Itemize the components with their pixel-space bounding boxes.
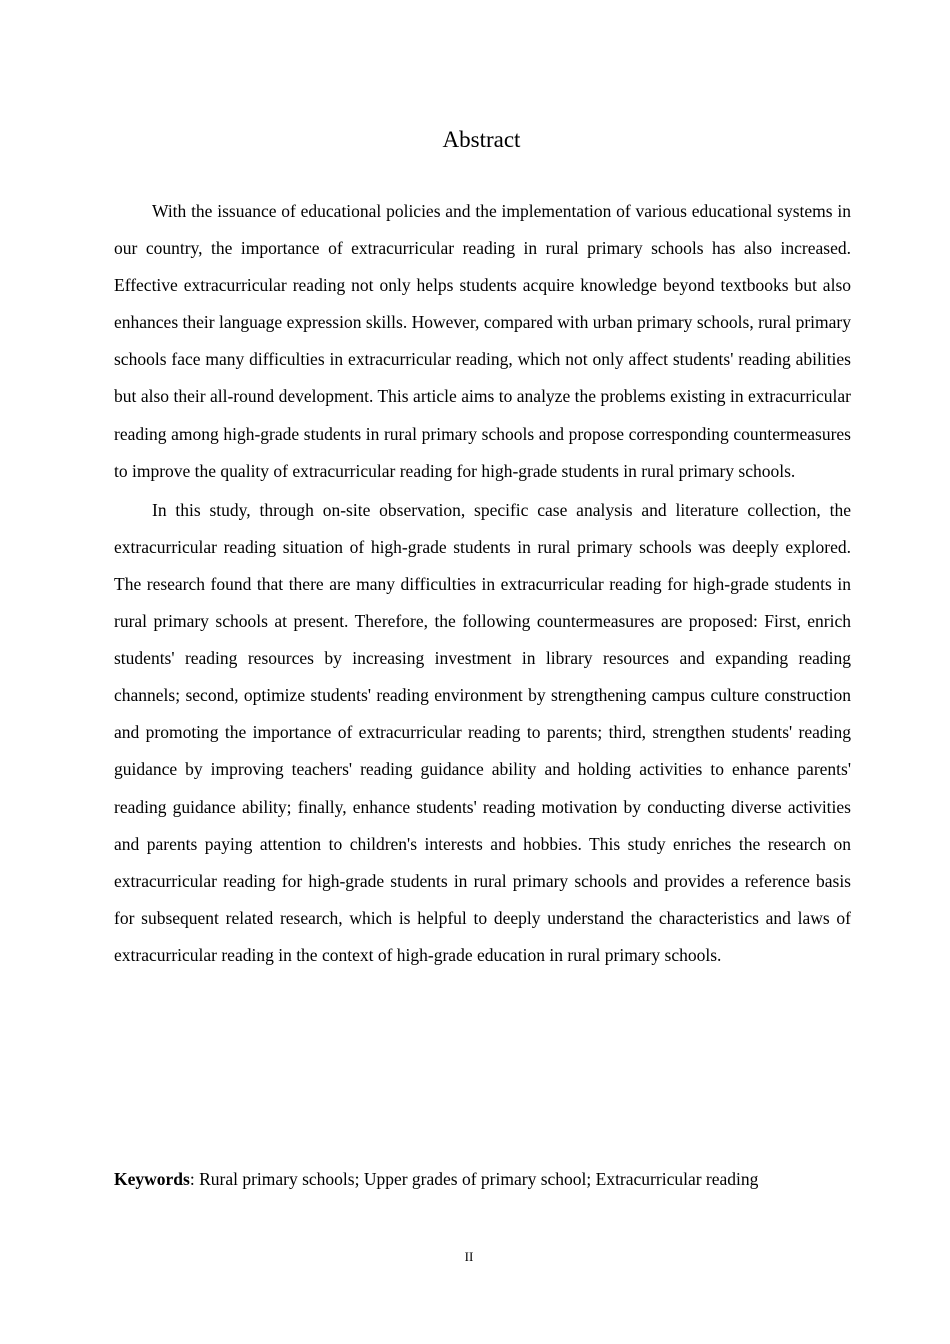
keywords-line [114,1164,894,1194]
page-number: II [464,1249,474,1264]
abstract-paragraph-1: With the issuance of educational policies and the implementation of various educational systems in our country, the importance of extracurricular reading in rural primary schools has also increased. Effective extracurricular reading not only helps students acquire knowledge beyond textbooks but also enhances their language expression skills. However, compared with urban primary schools, rural primary schools face many difficulties in extracurricular reading, which not only affect students' reading abilities but also their all-round development. This article aims to analyze the problems existing in extracurricular reading among high-grade students in rural primary schools and propose corresponding countermeasures to improve the quality of extracurricular reading for high-grade students in rural primary schools. [114,201,851,481]
abstract-title: Abstract [442,127,521,152]
abstract-paragraph-2: In this study, through on-site observation, specific case analysis and literature collection, the extracurricular reading situation of high-grade students in rural primary schools was deeply explored. The research found that there are many difficulties in extracurricular reading for high-grade students in rural primary schools at present. Therefore, the following countermeasures are proposed: First, enrich students' reading resources by increasing investment in library resources and expanding reading channels; second, optimize students' reading environment by strengthening campus culture construction and promoting the importance of extracurricular reading to parents; third, strengthen students' reading guidance by improving teachers' reading guidance ability and holding activities to enhance parents' reading guidance ability; finally, enhance students' reading motivation by conducting diverse activities and parents paying attention to children's interests and hobbies. This study enriches the research on extracurricular reading for high-grade students in rural primary schools and provides a reference basis for subsequent related research, which is helpful to deeply understand the characteristics and laws of extracurricular reading in the context of high-grade education in rural primary schools. [114,499,851,965]
abstract-body [114,193,851,974]
keywords-text: : Rural primary schools; Upper grades of primary school; Extracurricular reading [189,1169,759,1189]
keywords-label: Keywords [114,1169,190,1189]
